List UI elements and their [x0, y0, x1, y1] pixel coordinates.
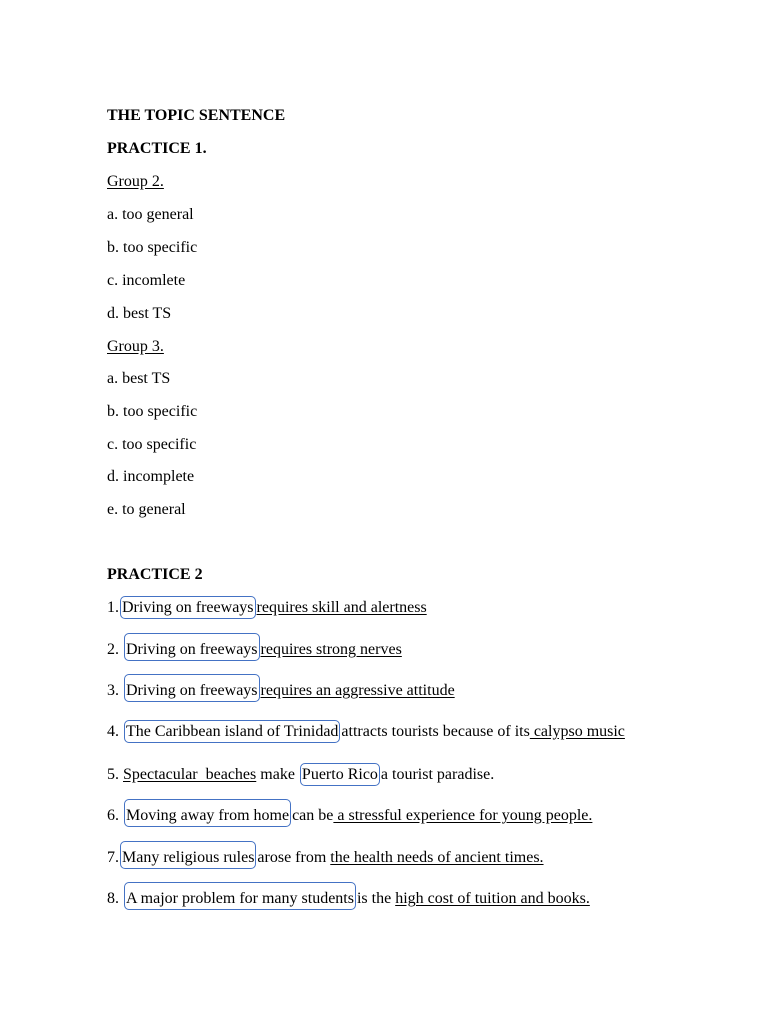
sentence-number: 2.	[107, 641, 119, 658]
list-item: d. incomplete	[107, 468, 195, 485]
group2-label: Group 2.	[107, 173, 164, 190]
sentence-3	[107, 681, 455, 701]
sentence-4	[107, 722, 625, 742]
group3-label: Group 3.	[107, 338, 164, 355]
list-item: c. too specific	[107, 436, 197, 453]
sentence-5	[107, 765, 494, 785]
controlling-idea: the health needs of ancient times.	[330, 849, 544, 866]
sentence-middle: can be	[292, 807, 334, 824]
controlling-idea: requires strong nerves	[260, 641, 402, 658]
topic-box: Moving away from home	[124, 799, 291, 827]
topic-box: Driving on freeways	[124, 674, 260, 702]
document-title: THE TOPIC SENTENCE	[107, 107, 286, 124]
list-item: b. too specific	[107, 403, 198, 420]
topic-box: The Caribbean island of Trinidad	[124, 720, 340, 743]
sentence-middle: attracts tourists because of its	[341, 723, 530, 740]
sentence-tail: a tourist paradise.	[380, 766, 495, 783]
sentence-number: 5.	[107, 766, 119, 783]
sentence-2	[107, 640, 402, 660]
controlling-idea: calypso music	[529, 723, 625, 740]
controlling-idea: high cost of tuition and books.	[395, 890, 590, 907]
sentence-7	[107, 848, 544, 868]
sentence-1	[107, 598, 427, 618]
sentence-number: 6.	[107, 807, 119, 824]
list-item: e. to general	[107, 501, 186, 518]
topic-box: Driving on freeways	[120, 596, 256, 619]
sentence-number: 3.	[107, 682, 119, 699]
topic-box: Many religious rules	[120, 841, 256, 869]
sentence-number: 8.	[107, 890, 119, 907]
sentence-8	[107, 889, 590, 909]
topic-box: Puerto Rico	[300, 763, 380, 786]
topic-box: A major problem for many students	[124, 882, 356, 910]
topic-box: Driving on freeways	[124, 633, 260, 661]
controlling-idea: a stressful experience for young people.	[333, 807, 593, 824]
list-item: d. best TS	[107, 305, 172, 322]
sentence-6	[107, 806, 592, 826]
controlling-idea: requires an aggressive attitude	[260, 682, 455, 699]
sentence-middle: is the	[356, 890, 392, 907]
controlling-idea: Spectacular beaches	[123, 766, 257, 783]
practice2-heading: PRACTICE 2	[107, 566, 203, 583]
list-item: b. too specific	[107, 239, 198, 256]
sentence-number: 4.	[107, 723, 119, 740]
controlling-idea: requires skill and alertness	[256, 599, 427, 616]
list-item: c. incomlete	[107, 272, 186, 289]
sentence-middle: arose from	[257, 849, 327, 866]
list-item: a. too general	[107, 206, 194, 223]
sentence-number: 7.	[107, 849, 119, 866]
practice1-heading: PRACTICE 1.	[107, 140, 207, 157]
list-item: a. best TS	[107, 370, 171, 387]
sentence-middle: make	[260, 766, 295, 783]
sentence-number: 1.	[107, 599, 119, 616]
